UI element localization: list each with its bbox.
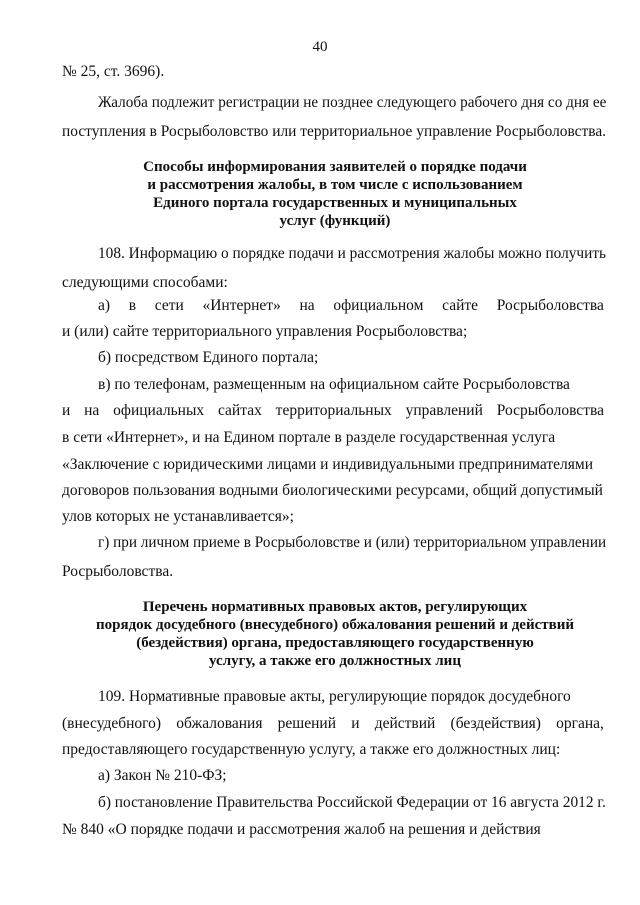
word: на <box>84 402 100 419</box>
list-item-a: а) Закон № 210-ФЗ; <box>98 767 227 784</box>
heading-line: и рассмотрения жалобы, в том числе с использованием <box>147 177 523 193</box>
word: Росрыболовства <box>496 297 604 314</box>
word: сети <box>154 297 184 314</box>
word: решений <box>277 715 337 732</box>
word: обжалования <box>176 715 263 732</box>
list-item-v-line1: в) по телефонам, размещенным на официальном сайте Росрыболовства <box>98 376 570 393</box>
heading-line: Единого портала государственных и муниципальных <box>153 195 517 211</box>
word: в <box>128 297 137 314</box>
page-number: 40 <box>312 39 328 55</box>
heading-line: услуг (функций) <box>279 213 391 229</box>
paragraph-line: поступления в Росрыболовство или территориальное управление Росрыболовства. <box>62 123 607 140</box>
word: управлений <box>405 402 483 419</box>
list-item-a-line1 <box>98 292 604 320</box>
heading-line: Перечень нормативных правовых актов, регулирующих <box>142 599 528 615</box>
section-heading <box>90 158 580 230</box>
word: (бездействия) <box>450 715 541 732</box>
word: органа, <box>556 715 604 732</box>
list-item-b-line1: б) постановление Правительства Российской Федерации от 16 августа 2012 г. <box>98 794 606 811</box>
word: действий <box>374 715 436 732</box>
list-item-g-line1: г) при личном приеме в Росрыболовстве и (или) территориальном управлении <box>98 534 607 551</box>
word: официальных <box>113 402 205 419</box>
word: сайтах <box>217 402 262 419</box>
word: «Интернет» <box>202 297 281 314</box>
section-heading <box>90 598 580 670</box>
list-item-v-line5: договоров пользования водными биологическими ресурсами, общий допустимый <box>62 482 603 499</box>
word: а) <box>98 297 111 314</box>
list-item-v-line3: в сети «Интернет», и на Едином портале в разделе государственная услуга <box>62 429 556 446</box>
paragraph-line: 109. Нормативные правовые акты, регулирующие порядок досудебного <box>98 688 571 705</box>
list-item-b-line2: № 840 «О порядке подачи и рассмотрения жалоб на решения и действия <box>62 821 541 838</box>
list-item-b: б) посредством Единого портала; <box>98 349 319 366</box>
word: (внесудебного) <box>62 715 162 732</box>
list-item-v-line6: улов которых не устанавливается»; <box>62 508 294 525</box>
paragraph-line: 108. Информацию о порядке подачи и рассмотрения жалобы можно получить <box>98 245 607 262</box>
paragraph-line-justified <box>62 710 604 738</box>
word: и <box>62 402 71 419</box>
word: сайте <box>442 297 479 314</box>
heading-line: (бездействия) органа, предоставляющего государственную <box>136 635 534 651</box>
heading-line: Способы информирования заявителей о порядке подачи <box>143 159 527 175</box>
heading-line: услугу, а также его должностных лиц <box>209 653 461 669</box>
heading-line: порядок досудебного (внесудебного) обжалования решений и действий <box>95 617 575 633</box>
paragraph-line: следующими способами: <box>62 274 228 291</box>
continuation-line: № 25, ст. 3696). <box>62 63 165 80</box>
paragraph-line: Жалоба подлежит регистрации не позднее следующего рабочего дня со дня ее <box>98 94 607 111</box>
paragraph-line: предоставляющего государственную услугу, а также его должностных лиц: <box>62 741 561 758</box>
word: на <box>299 297 315 314</box>
list-item-v-line4: «Заключение с юридическими лицами и индивидуальными предпринимателями <box>62 456 593 473</box>
list-item-a-line2: и (или) сайте территориального управления Росрыболовства; <box>62 323 468 340</box>
word: официальном <box>333 297 424 314</box>
list-item-g-line2: Росрыболовства. <box>62 563 174 580</box>
word: территориальных <box>275 402 392 419</box>
word: Росрыболовства <box>496 402 604 419</box>
list-item-v-line2 <box>62 397 604 425</box>
word: и <box>351 715 360 732</box>
